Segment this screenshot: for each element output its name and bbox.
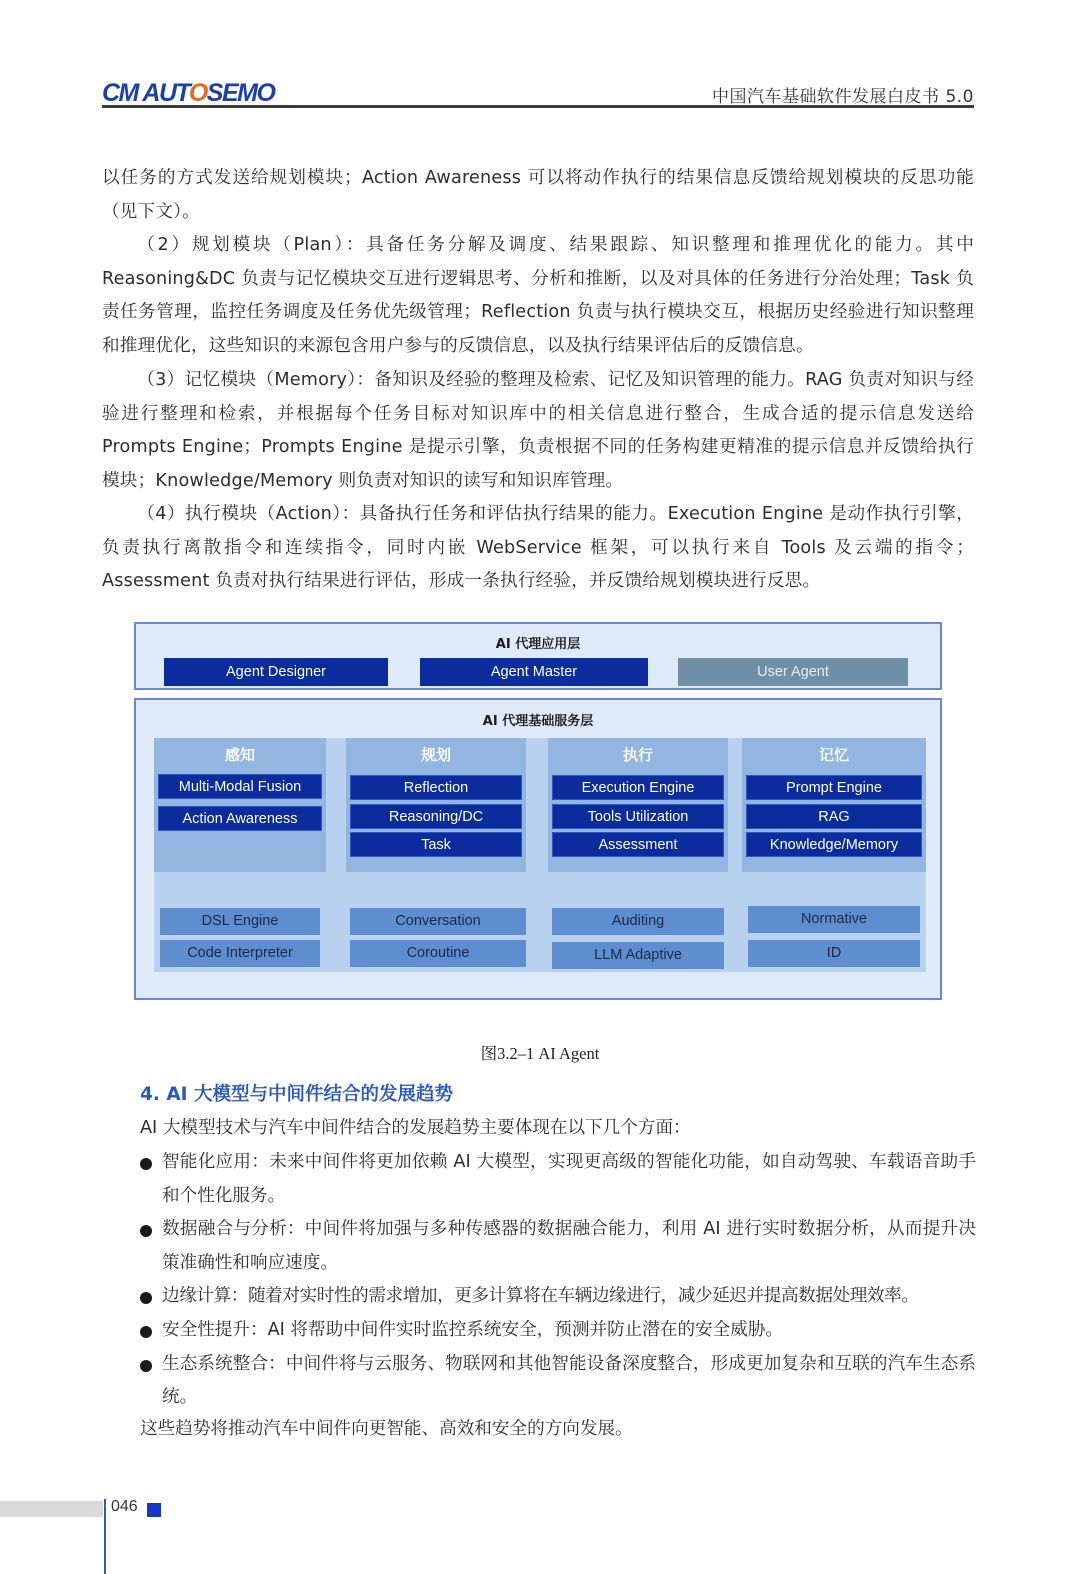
module-box: Assessment <box>552 832 724 857</box>
service-box: Conversation <box>350 908 526 935</box>
list-item-text: 智能化应用：未来中间件将更加依赖 AI 大模型，实现更高级的智能化功能，如自动驾驶、车载语音助手和个性化服务。 <box>162 1152 976 1206</box>
logo-text-suffix: SEMO <box>206 79 275 107</box>
paragraph-continuation: 以任务的方式发送给规划模块；Action Awareness 可以将动作执行的结果信息反馈给规划模块的反思功能（见下文）。 <box>102 168 974 222</box>
module-box: Tools Utilization <box>552 804 724 829</box>
module-box: Reflection <box>350 775 522 800</box>
column-title: 感知 <box>224 746 255 764</box>
bullet-icon <box>140 1292 152 1304</box>
user-agent-box: User Agent <box>678 658 908 686</box>
bullet-icon <box>140 1360 152 1372</box>
list-item <box>140 1146 976 1213</box>
module-box: Knowledge/Memory <box>746 832 922 857</box>
section-intro: AI 大模型技术与汽车中间件结合的发展趋势主要体现在以下几个方面： <box>140 1118 691 1138</box>
list-item-text: 安全性提升：AI 将帮助中间件实时监控系统安全，预测并防止潜在的安全威胁。 <box>162 1319 784 1340</box>
module-box: Prompt Engine <box>746 775 922 800</box>
service-box: Code Interpreter <box>160 940 320 967</box>
paragraph-memory: （3）记忆模块（Memory）：备知识及经验的整理及检索、记忆及知识管理的能力。RAG 负责对知识与经验进行整理和检索，并根据每个任务目标对知识库中的相关信息进行整合，生成合适的提示信息发送给 Prompts Engine；Prompts Engine 是提示引擎，负责根据不同的任务构建更精准的提示信息并反馈给执行模块；Knowledge/Memory 则负责对知识的读写和知识库管理。 <box>102 370 974 491</box>
paragraph-plan: （2）规划模块（Plan）：具备任务分解及调度、结果跟踪、知识整理和推理优化的能力。其中 Reasoning&DC 负责与记忆模块交互进行逻辑思考、分析和推断，以及对具体的任务进行分治处理；Task 负责任务管理，监控任务调度及任务优先级管理；Reflection 负责与执行模块交互，根据历史经验进行知识整理和推理优化，这些知识的来源包含用户参与的反馈信息，以及执行结果评估后的反馈信息。 <box>102 235 974 356</box>
column-title: 记忆 <box>818 746 849 764</box>
trend-list <box>140 1146 976 1415</box>
app-layer-title: AI 代理应用层 <box>495 637 581 652</box>
bullet-icon <box>140 1225 152 1237</box>
column-execution <box>548 738 728 872</box>
logo-text-prefix: CM AUT <box>102 79 189 107</box>
section-closing: 这些趋势将推动汽车中间件向更智能、高效和安全的方向发展。 <box>140 1419 633 1439</box>
bullet-icon <box>140 1326 152 1338</box>
column-title: 执行 <box>622 746 653 764</box>
page-header <box>102 78 974 108</box>
app-layer <box>134 622 942 690</box>
list-item-text: 边缘计算：随着对实时性的需求增加，更多计算将在车辆边缘进行，减少延迟并提高数据处理效率。 <box>162 1286 919 1307</box>
footer-divider <box>104 1499 106 1574</box>
service-box: DSL Engine <box>160 908 320 935</box>
logo-text-o: O <box>188 79 207 107</box>
module-box: Action Awareness <box>158 806 322 831</box>
bullet-icon <box>140 1158 152 1170</box>
service-box: Coroutine <box>350 940 526 967</box>
column-planning <box>346 738 526 872</box>
agent-master-box: Agent Master <box>420 658 648 686</box>
module-box: Multi-Modal Fusion <box>158 774 322 799</box>
module-box: Reasoning/DC <box>350 804 522 829</box>
base-layer-title: AI 代理基础服务层 <box>482 714 594 729</box>
module-box: Task <box>350 832 522 857</box>
list-item <box>140 1280 976 1314</box>
section-heading: 4. AI 大模型与中间件结合的发展趋势 <box>140 1084 453 1105</box>
module-box: RAG <box>746 804 922 829</box>
page-marker-icon <box>147 1503 161 1517</box>
service-box: LLM Adaptive <box>552 942 724 969</box>
base-service-layer <box>134 698 942 1000</box>
column-perception <box>154 738 326 872</box>
list-item <box>140 1314 976 1348</box>
list-item-text: 数据融合与分析：中间件将加强与多种传感器的数据融合能力，利用 AI 进行实时数据分析，从而提升决策准确性和响应速度。 <box>162 1219 976 1273</box>
autosemo-logo <box>102 80 274 106</box>
service-box: ID <box>748 940 920 967</box>
base-layer-inner <box>154 738 926 972</box>
list-item <box>140 1348 976 1415</box>
footer-gray-bar <box>0 1501 103 1517</box>
module-box: Execution Engine <box>552 775 724 800</box>
list-item <box>140 1213 976 1280</box>
column-title: 规划 <box>420 746 451 764</box>
figure-caption: 图3.2–1 AI Agent <box>480 1044 600 1063</box>
column-memory <box>742 738 926 872</box>
agent-designer-box: Agent Designer <box>164 658 388 686</box>
document-title: 中国汽车基础软件发展白皮书 5.0 <box>712 87 974 107</box>
service-box: Normative <box>748 906 920 933</box>
paragraph-action: （4）执行模块（Action）：具备执行任务和评估执行结果的能力。Execution Engine 是动作执行引擎，负责执行离散指令和连续指令，同时内嵌 WebService 框架，可以执行来自 Tools 及云端的指令；Assessment 负责对执行结果进行评估，形成一条执行经验，并反馈给规划模块进行反思。 <box>102 504 974 592</box>
service-box: Auditing <box>552 908 724 935</box>
page-number: 046 <box>111 1498 138 1515</box>
list-item-text: 生态系统整合：中间件将与云服务、物联网和其他智能设备深度整合，形成更加复杂和互联的汽车生态系统。 <box>162 1353 976 1408</box>
